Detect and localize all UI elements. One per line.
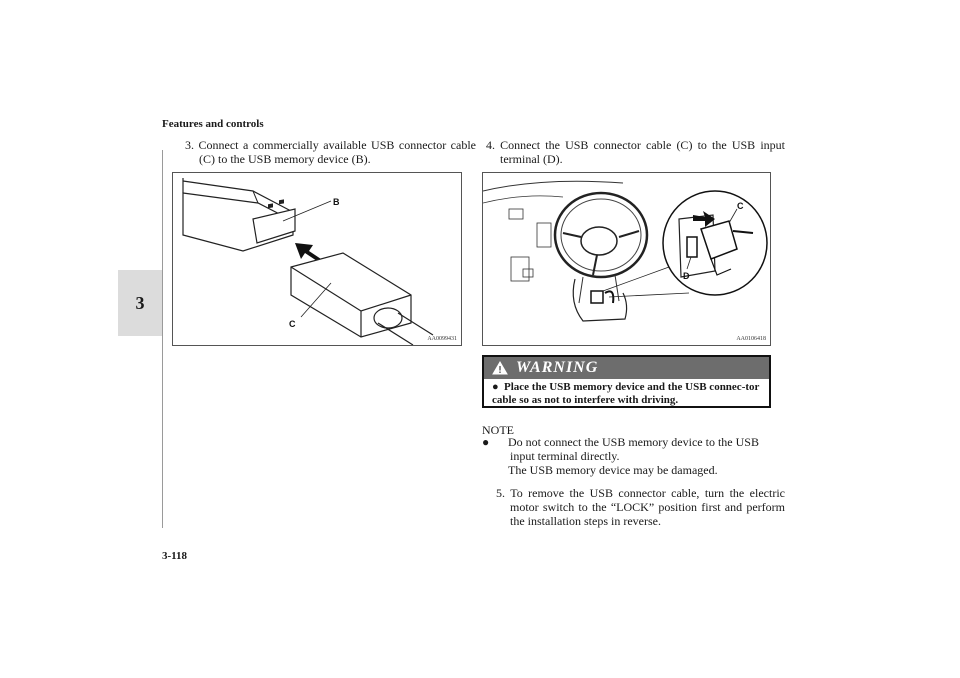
usb-terminal-illustration xyxy=(483,173,770,345)
step-5-text: 5. To remove the USB connector cable, turn the electric motor switch to the “LOCK” position first and perform the installation steps in reverse. xyxy=(496,486,785,528)
note-body xyxy=(482,435,771,477)
warning-box xyxy=(482,355,771,408)
label-d: D xyxy=(683,271,690,281)
section-header: Features and controls xyxy=(162,118,264,130)
label-c: C xyxy=(289,319,296,329)
chapter-tab: 3 xyxy=(118,270,162,336)
usb-terminal-figure xyxy=(482,172,771,346)
warning-message: Place the USB memory device and the USB connec-tor cable so as not to interfere with driving. xyxy=(492,381,760,406)
usb-device-illustration xyxy=(173,173,461,345)
chapter-divider xyxy=(162,150,163,528)
figure-code: AA0099431 xyxy=(427,336,457,342)
page-number: 3-118 xyxy=(162,550,188,562)
warning-triangle-icon xyxy=(492,361,508,375)
note-label: NOTE xyxy=(482,423,514,437)
note-line-1: Do not connect the USB memory device to the USB input terminal directly. xyxy=(508,435,759,463)
step-3-text: 3. Connect a commercially available USB connector cable (C) to the USB memory device (B). xyxy=(185,138,476,166)
note-item xyxy=(482,435,771,463)
warning-text xyxy=(484,379,769,407)
warning-header xyxy=(484,357,769,379)
label-b: B xyxy=(333,197,340,207)
bullet-icon: ● xyxy=(492,381,499,393)
bullet-icon: ● xyxy=(482,435,490,449)
usb-device-figure xyxy=(172,172,462,346)
step-4-text: 4. Connect the USB connector cable (C) to the USB input terminal (D). xyxy=(486,138,785,166)
warning-title: WARNING xyxy=(516,359,599,376)
note-line-2: The USB memory device may be damaged. xyxy=(508,463,718,477)
figure-code: AA0106418 xyxy=(736,336,766,342)
label-c: C xyxy=(737,201,744,211)
